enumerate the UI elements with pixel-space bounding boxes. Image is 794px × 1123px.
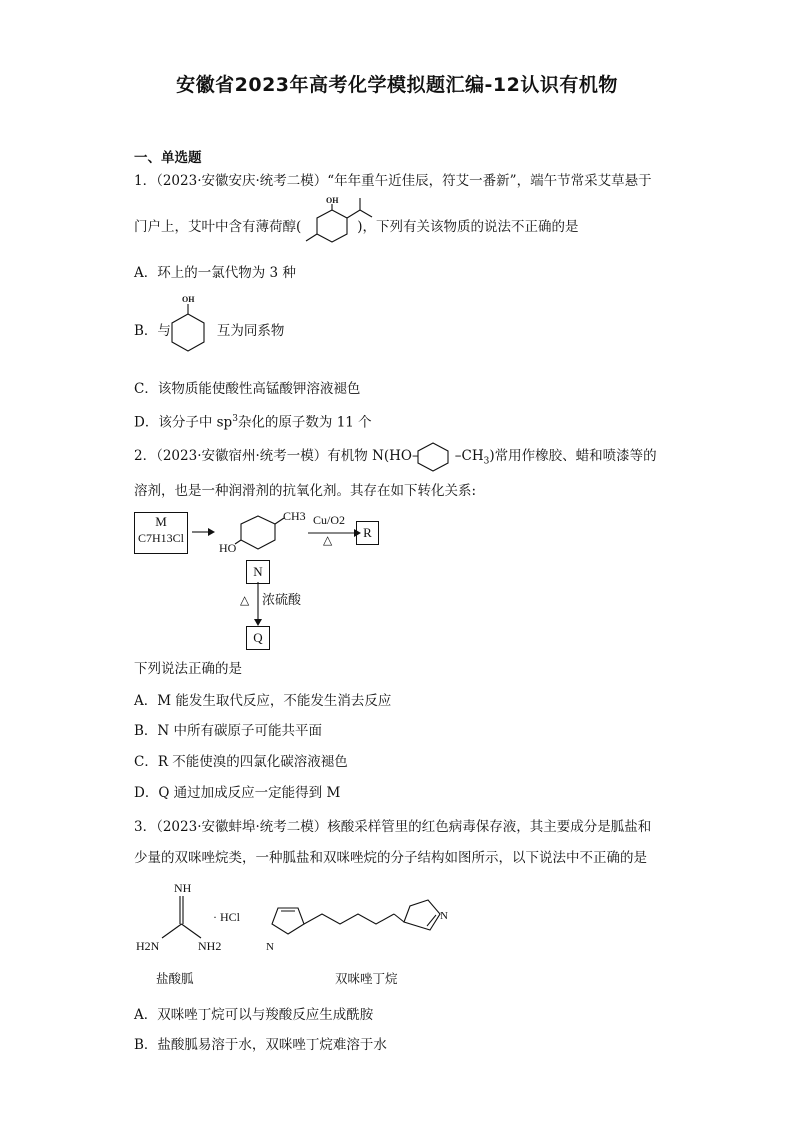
side-heat: △ [240, 593, 250, 607]
q1-option-d [134, 410, 372, 432]
q1-option-d-sup: 3 [232, 414, 238, 424]
reagent-bottom: △ [323, 533, 333, 547]
q3-stem-line1: 3．（2023·安徽蚌埠·统考二模）核酸采样管里的红色病毒保存液，其主要成分是胍盐和 [134, 819, 652, 835]
reagent-top: Cu/O2 [313, 513, 346, 527]
box-r: R [356, 521, 379, 545]
page-title: 安徽省2023年高考化学模拟题汇编-12认识有机物 [176, 74, 618, 96]
guanidine-hcl: · HCl [213, 910, 240, 924]
caption-guanidine-hcl: 盐酸胍 [156, 971, 194, 986]
guanidine-h2n: H2N [136, 939, 160, 953]
menthol-oh-label: OH [326, 196, 339, 205]
label-ho: HO [219, 541, 237, 555]
menthol-structure [300, 196, 380, 250]
q1-option-c: C．该物质能使酸性高锰酸钾溶液褪色 [134, 381, 361, 397]
caption-bis-imidazole: 双咪唑丁烷 [335, 971, 398, 986]
q1-option-d-after: 杂化的原子数为 11 个 [237, 414, 372, 431]
cyclohexanol-structure [166, 292, 216, 360]
cyclohexanol-oh-label: OH [182, 295, 195, 304]
q2-option-a: A．M 能发生取代反应，不能发生消去反应 [134, 693, 392, 709]
q2-option-c: C．R 不能使溴的四氯化碳溶液褪色 [134, 754, 348, 770]
q2-option-b: B．N 中所有碳原子可能共平面 [134, 723, 323, 739]
q1-stem-line2-after: )，下列有关该物质的说法不正确的是 [357, 219, 579, 235]
q3-option-a: A．双咪唑丁烷可以与羧酸反应生成酰胺 [134, 1007, 374, 1023]
imidazole-left-n: N [266, 941, 274, 953]
q3-option-b: B．盐酸胍易溶于水，双咪唑丁烷难溶于水 [134, 1037, 387, 1053]
side-acid: 浓硫酸 [262, 593, 302, 608]
box-n: N [246, 560, 270, 584]
section-heading: 一、单选题 [134, 150, 202, 166]
q1-stem-line1: 1．（2023·安徽安庆·统考二模）“年年重午近佳辰，符艾一番新”，端午节常采艾草悬于 [134, 173, 652, 189]
guanidine-nh: NH [174, 881, 192, 895]
guanidine-nh2: NH2 [198, 939, 222, 953]
q2-inline-ring [414, 441, 452, 473]
q1-option-b-before: B．与 [134, 323, 171, 339]
q3-stem-line2: 少量的双咪唑烷类，一种胍盐和双咪唑烷的分子结构如图所示，以下说法中不正确的是 [134, 850, 647, 866]
q1-stem-line2-before: 门户上，艾叶中含有薄荷醇( [134, 219, 302, 235]
box-m-formula: C7H13Cl [137, 531, 184, 545]
q1-option-b-after: 互为同系物 [216, 323, 285, 339]
q1-option-a: A．环上的一氯代物为 3 种 [134, 265, 296, 281]
q2-prompt: 下列说法正确的是 [134, 661, 242, 677]
q1-option-d-before: D．该分子中 sp [134, 414, 233, 431]
q2-stem-line1-before: 2．（2023·安徽宿州·统考一模）有机物 N(HO– [134, 448, 419, 464]
box-m [134, 512, 188, 554]
box-m-label: M [155, 514, 167, 529]
q2-option-d: D．Q 通过加成反应一定能得到 M [134, 785, 341, 801]
imidazole-right-n: N [440, 910, 448, 922]
q2-stem-line1-sub: 3 [483, 456, 490, 467]
label-ch3: CH3 [283, 509, 306, 523]
q2-stem-line2: 溶剂，也是一种润滑剂的抗氧化剂。其存在如下转化关系: [134, 483, 477, 499]
q2-stem-line1-end: )常用作橡胶、蜡和喷漆等的 [489, 448, 657, 464]
q2-stem-line1 [134, 447, 657, 471]
box-q: Q [246, 626, 270, 650]
q2-stem-line1-after: –CH [454, 448, 484, 464]
